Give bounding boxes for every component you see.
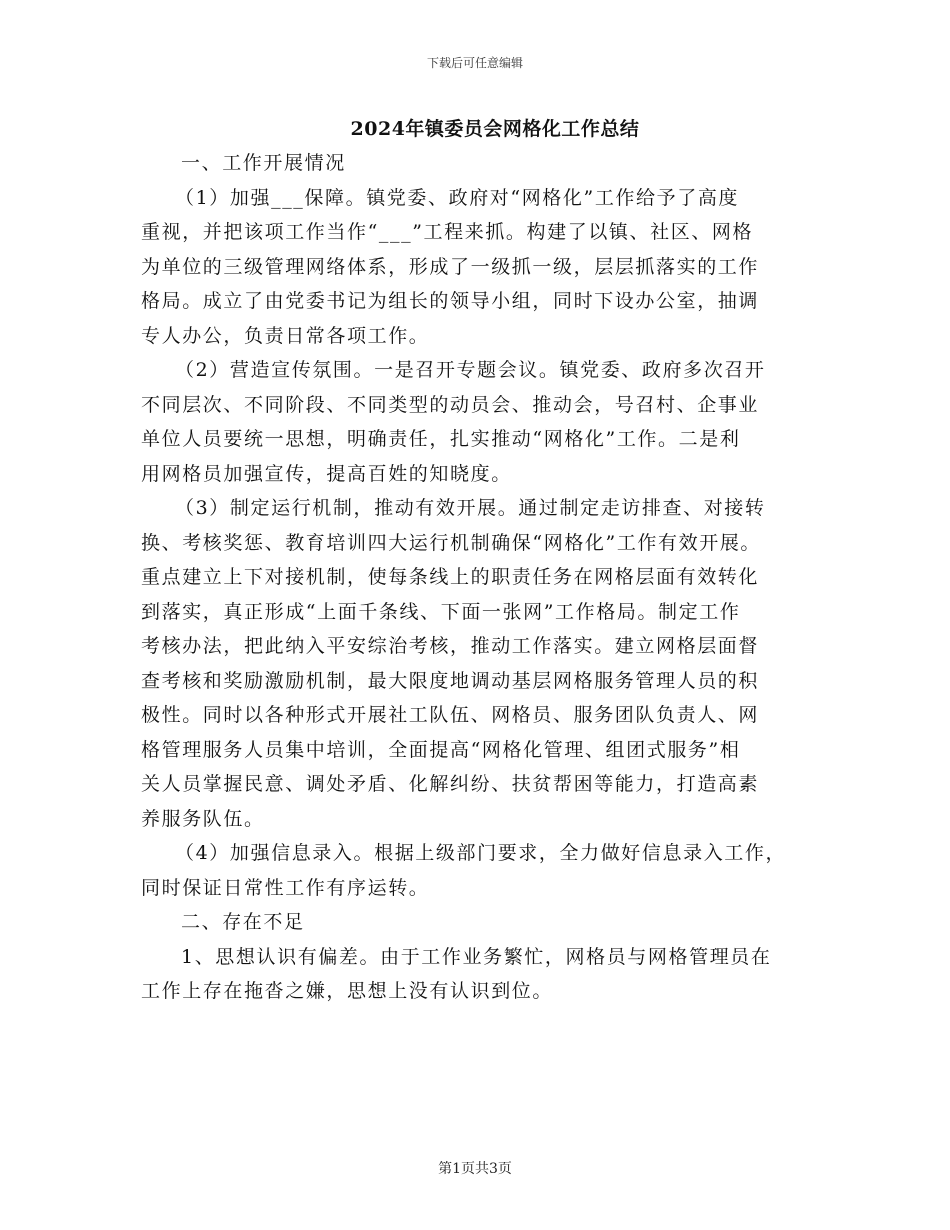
- paragraph-line: 重视，并把该项工作当作“___”工程来抓。构建了以镇、社区、网格: [141, 221, 754, 243]
- paragraph-line: 1、思想认识有偏差。由于工作业务繁忙，网格员与网格管理员在: [181, 945, 772, 968]
- document-body: [141, 146, 809, 1009]
- paragraph-line: 单位人员要统一思想，明确责任，扎实推动“网格化”工作。二是利: [141, 428, 741, 450]
- paragraph-line: 格管理服务人员集中培训，全面提高“网格化管理、组团式服务”相: [141, 738, 741, 761]
- paragraph-line: （1）加强___保障。镇党委、政府对“网格化”工作给予了高度: [175, 186, 740, 209]
- paragraph-line: 查考核和奖励激励机制，最大限度地调动基层网格服务管理人员的积: [141, 669, 760, 692]
- paragraph-line: 养服务队伍。: [141, 807, 265, 830]
- paragraph-line: 极性。同时以各种形式开展社工队伍、网格员、服务团队负责人、网: [141, 704, 760, 726]
- paragraph-line: 用网格员加强宣传，提高百姓的知晓度。: [141, 462, 512, 485]
- paragraph-line: 为单位的三级管理网络体系，形成了一级抓一级，层层抓落实的工作: [141, 255, 760, 278]
- paragraph-line: 同时保证日常性工作有序运转。: [141, 876, 430, 899]
- paragraph-line: （2）营造宣传氛围。一是召开专题会议。镇党委、政府多次召开: [175, 359, 766, 381]
- paragraph-line: （3）制定运行机制，推动有效开展。通过制定走访排查、对接转: [175, 497, 766, 519]
- paragraph-line: 重点建立上下对接机制，使每条线上的职责任务在网格层面有效转化: [141, 566, 760, 588]
- page-number: 第1页共3页: [438, 1161, 512, 1177]
- paragraph-line: 专人办公，负责日常各项工作。: [141, 324, 430, 347]
- paragraph-line: 格局。成立了由党委书记为组长的领导小组，同时下设办公室，抽调: [141, 290, 760, 312]
- section-heading: 二、存在不足: [181, 911, 305, 933]
- document-title: 2024年镇委员会网格化工作总结: [350, 118, 640, 140]
- paragraph-line: 到落实，真正形成“上面千条线、下面一张网”工作格局。制定工作: [141, 600, 741, 623]
- paragraph-line: 工作上存在拖沓之嫌，思想上没有认识到位。: [141, 980, 554, 1002]
- paragraph-line: 不同层次、不同阶段、不同类型的动员会、推动会，号召村、企事业: [141, 393, 760, 416]
- paragraph-line: （4）加强信息录入。根据上级部门要求，全力做好信息录入工作，: [175, 842, 787, 864]
- header-note: 下载后可任意编辑: [426, 56, 523, 70]
- paragraph-line: 考核办法，把此纳入平安综治考核，推动工作落实。建立网格层面督: [141, 635, 760, 657]
- paragraph-line: 关人员掌握民意、调处矛盾、化解纠纷、扶贫帮困等能力，打造高素: [141, 773, 760, 795]
- paragraph-line: 换、考核奖惩、教育培训四大运行机制确保“网格化”工作有效开展。: [141, 531, 762, 554]
- section-heading: 一、工作开展情况: [181, 152, 346, 174]
